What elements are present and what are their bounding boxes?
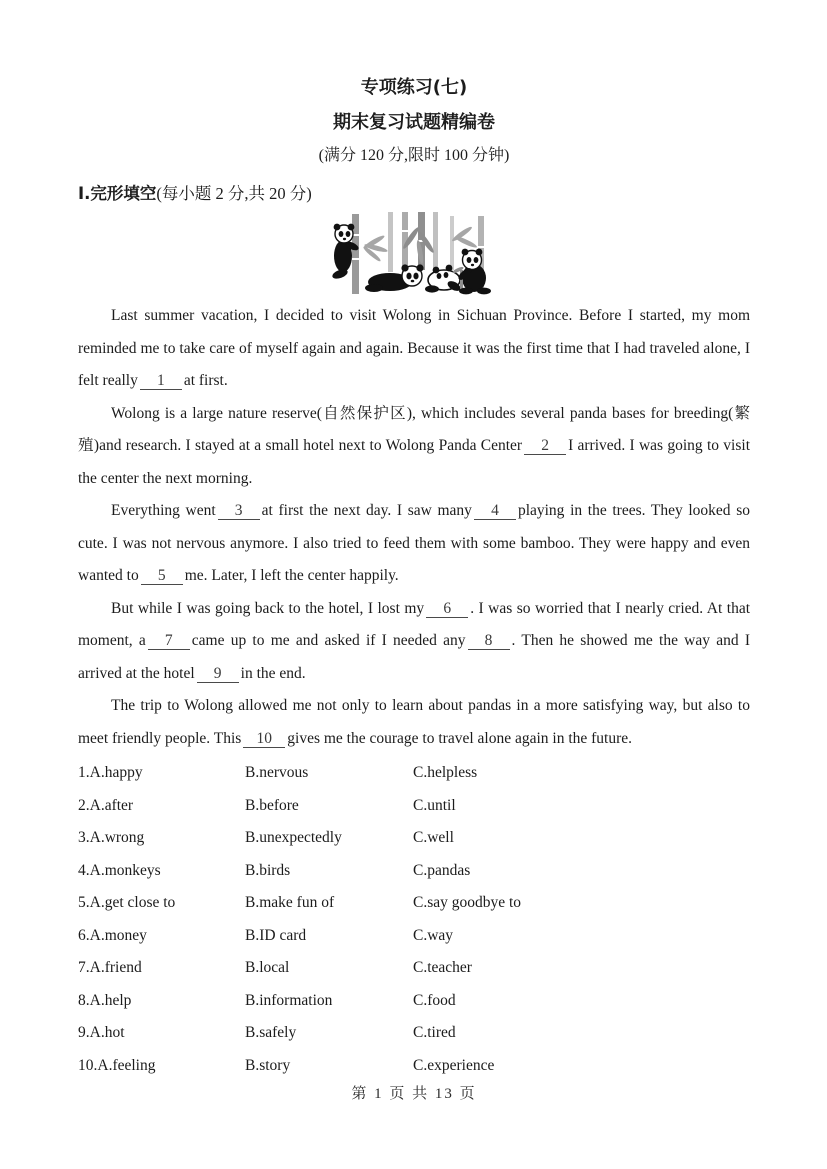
section-label: I.完形填空: [78, 184, 157, 203]
passage-text: Everything went: [111, 502, 216, 519]
question-8-option-c: C.food: [413, 991, 456, 1009]
passage-text: Wolong is a large nature reserve(自然保护区), which includes several panda bases for breeding(繁殖)and research. I stayed at a small hotel next to Wolong Panda Center: [78, 404, 750, 454]
passage-text: The trip to Wolong allowed me not only to learn about pandas in a more satisfying way, but also to meet friendly people. This: [78, 697, 750, 747]
question-7-option-b: B.local: [245, 959, 290, 976]
question-8-option-b: B.information: [245, 991, 333, 1009]
question-row-7: [78, 952, 750, 985]
score-time-line: (满分 120 分,限时 100 分钟): [318, 147, 510, 164]
pandas-bamboo-illustration: [332, 212, 496, 296]
question-1-option-c: C.helpless: [413, 764, 478, 781]
cloze-passage: [78, 300, 750, 755]
passage-text: I arrived. I was going to visit the center the next morning.: [78, 437, 750, 487]
question-3-option-b: B.unexpectedly: [245, 829, 342, 846]
page-number-footer: 第 1 页 共 13 页: [351, 1086, 477, 1102]
question-row-5: [78, 887, 750, 920]
question-4-option-c: C.pandas: [413, 861, 471, 879]
passage-paragraph: [78, 690, 750, 755]
cloze-blank-8: 8: [468, 632, 510, 650]
passage-paragraph: [78, 398, 750, 496]
page-title: 专项练习(七): [360, 77, 468, 98]
cloze-blank-3: 3: [218, 502, 260, 520]
question-10-option-b: B.story: [245, 1056, 291, 1074]
cloze-blank-5: 5: [141, 567, 183, 585]
question-5-option-c: C.say goodbye to: [413, 894, 522, 911]
cloze-blank-10: 10: [243, 730, 285, 748]
cloze-blank-2: 2: [524, 437, 566, 455]
cloze-blank-6: 6: [426, 600, 468, 618]
options-list: [78, 757, 750, 1082]
passage-text: . I was so worried that I nearly cried. At that moment, a: [78, 599, 750, 649]
question-9-option-b: B.safely: [245, 1024, 297, 1041]
question-6-option-b: B.ID card: [245, 926, 307, 944]
question-row-8: [78, 985, 750, 1018]
question-4-option-a: 4.A.monkeys: [78, 861, 161, 879]
question-7-option-a: 7.A.friend: [78, 959, 142, 976]
pandas-lying: [365, 264, 462, 293]
question-6-option-a: 6.A.money: [78, 926, 147, 944]
passage-text: But while I was going back to the hotel, I lost my: [111, 599, 425, 617]
passage-text: gives me the courage to travel alone again in the future.: [287, 729, 633, 747]
question-6-option-c: C.way: [413, 926, 454, 944]
question-row-10: [78, 1050, 750, 1083]
passage-text: me. Later, I left the center happily.: [184, 567, 399, 584]
question-row-6: [78, 920, 750, 953]
question-2-option-a: 2.A.after: [78, 796, 134, 814]
passage-text: . Then he showed me the way and I arrived at the hotel: [78, 632, 750, 682]
page-subtitle: 期末复习试题精编卷: [333, 112, 495, 133]
question-row-3: [78, 822, 750, 855]
passage-text: at first.: [183, 372, 228, 389]
passage-paragraph: [78, 593, 750, 691]
question-9-option-c: C.tired: [413, 1024, 456, 1041]
passage-paragraph: [78, 300, 750, 398]
question-row-1: [78, 757, 750, 790]
question-7-option-c: C.teacher: [413, 959, 472, 976]
cloze-blank-1: 1: [140, 372, 182, 390]
exam-page: [78, 0, 750, 1169]
question-5-option-a: 5.A.get close to: [78, 894, 176, 911]
question-4-option-b: B.birds: [245, 861, 291, 879]
question-row-2: [78, 790, 750, 823]
section-meta: (每小题 2 分,共 20 分): [156, 184, 312, 203]
section-heading: [78, 182, 750, 206]
illustration-container: [78, 212, 750, 296]
passage-text: came up to me and asked if I needed any: [191, 632, 466, 649]
passage-paragraph: [78, 495, 750, 593]
question-row-4: [78, 855, 750, 888]
cloze-blank-7: 7: [148, 632, 190, 650]
question-row-9: [78, 1017, 750, 1050]
question-10-option-c: C.experience: [413, 1056, 495, 1074]
question-9-option-a: 9.A.hot: [78, 1024, 125, 1041]
question-2-option-b: B.before: [245, 796, 299, 814]
question-3-option-a: 3.A.wrong: [78, 829, 145, 846]
question-5-option-b: B.make fun of: [245, 894, 335, 911]
question-1-option-a: 1.A.happy: [78, 764, 143, 781]
passage-text: at first the next day. I saw many: [261, 502, 472, 519]
passage-text: playing in the trees. They looked so cute. I was not nervous anymore. I also tried to feed them with some bamboo. They were happy and even wanted to: [78, 502, 750, 584]
question-2-option-c: C.until: [413, 796, 456, 814]
passage-text: in the end.: [240, 664, 306, 682]
cloze-blank-9: 9: [197, 665, 239, 683]
question-10-option-a: 10.A.feeling: [78, 1056, 156, 1074]
passage-text: Last summer vacation, I decided to visit Wolong in Sichuan Province. Before I started, my mom reminded me to take care of myself again and again. Because it was the first time that I had traveled alone, I felt really: [78, 307, 750, 389]
question-8-option-a: 8.A.help: [78, 991, 132, 1009]
question-1-option-b: B.nervous: [245, 764, 309, 781]
question-3-option-c: C.well: [413, 829, 454, 846]
cloze-blank-4: 4: [474, 502, 516, 520]
